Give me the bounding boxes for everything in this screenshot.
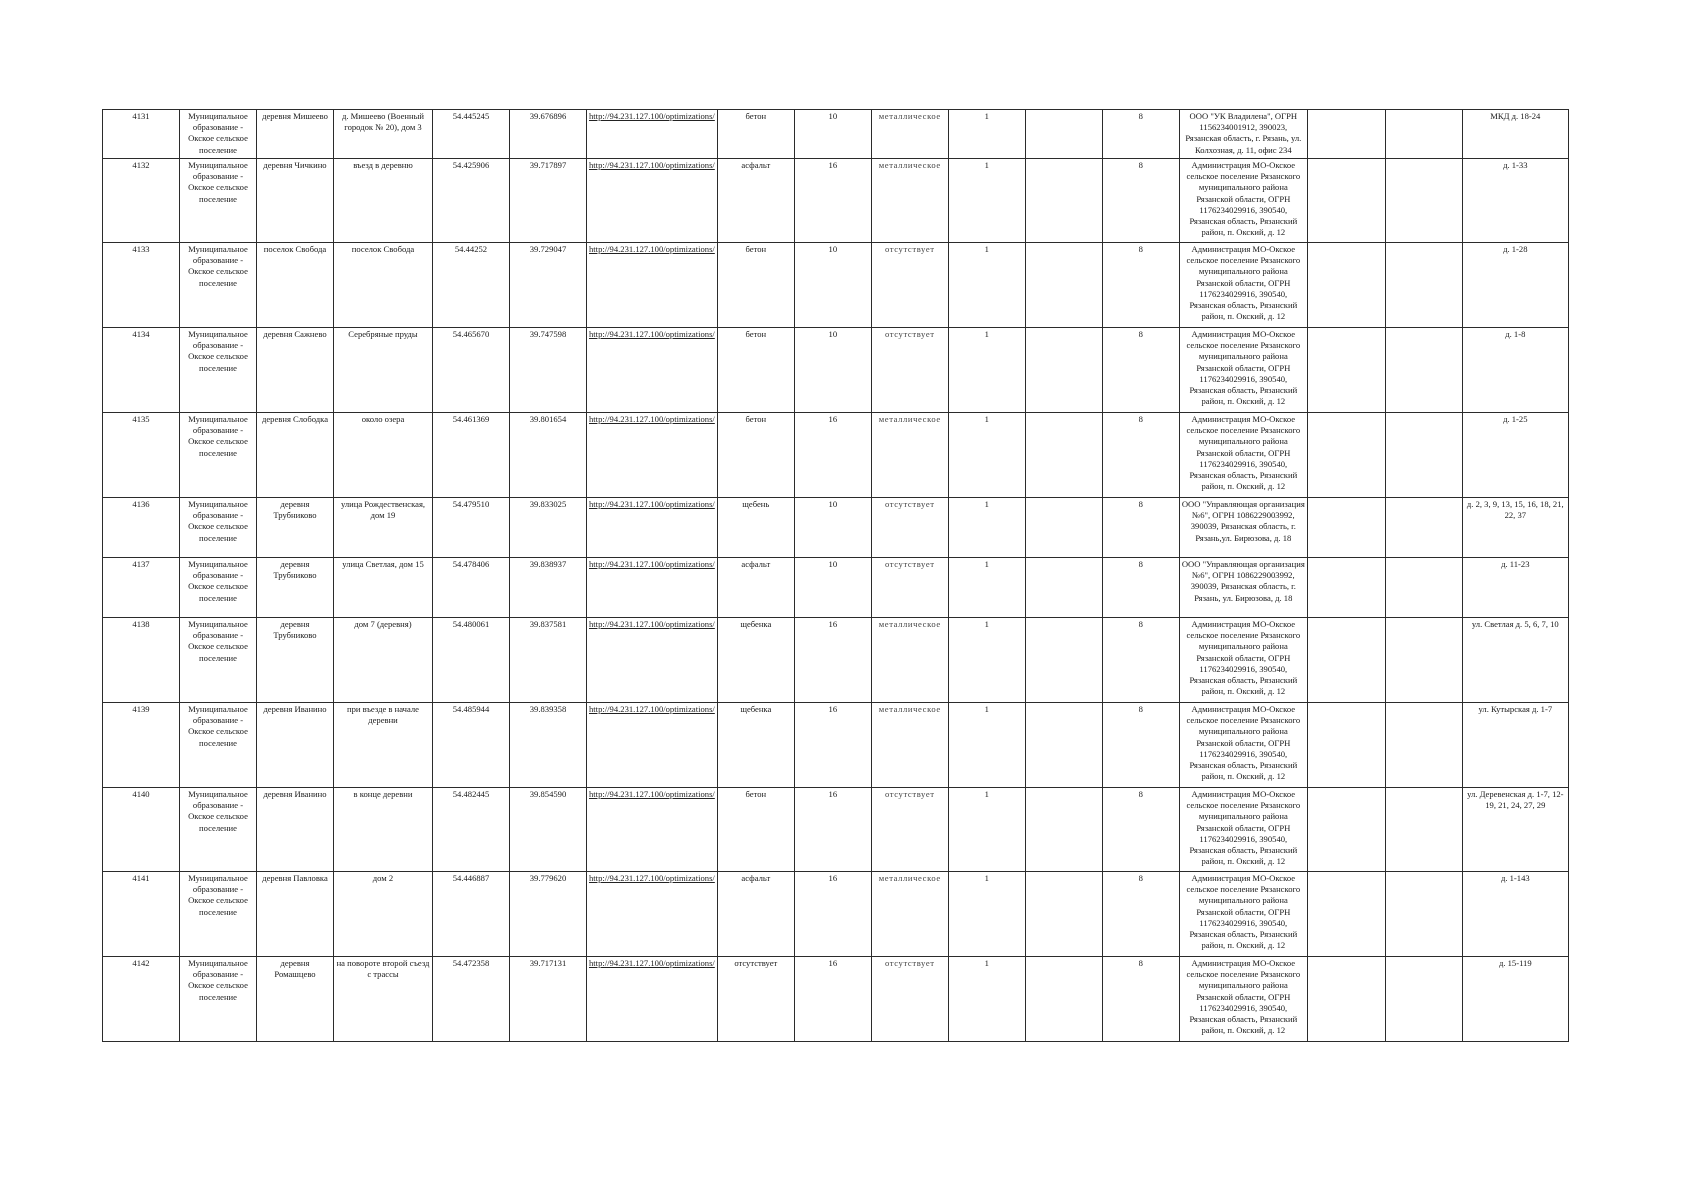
- latitude-cell: 54.446887: [433, 872, 510, 957]
- table-row: [103, 328, 1569, 413]
- waste-sources-cell: ул. Светлая д. 5, 6, 7, 10: [1462, 618, 1568, 703]
- empty-cell: [1307, 413, 1385, 498]
- owner-cell: Администрация МО-Окское сельское поселение Рязанского муниципального района Рязанской области, ОГРН 1176234029916, 390540, Рязанская область, Рязанский район, п. Окский, д. 12: [1179, 957, 1307, 1042]
- empty-cell: [1025, 558, 1102, 618]
- empty-cell: [1025, 957, 1102, 1042]
- waste-sources-cell: ул. Кутырская д. 1-7: [1462, 703, 1568, 788]
- row-number-cell: 4131: [103, 110, 180, 159]
- row-number-cell: 4134: [103, 328, 180, 413]
- scheme-link-cell[interactable]: http://94.231.127.100/optimizations/: [587, 872, 718, 957]
- waste-sources-cell: д. 1-25: [1462, 413, 1568, 498]
- empty-cell: [1025, 618, 1102, 703]
- fence-cell: металлическое: [871, 110, 948, 159]
- scheme-link-cell[interactable]: http://94.231.127.100/optimizations/: [587, 159, 718, 243]
- table-row: [103, 957, 1569, 1042]
- municipality-cell: Муниципальное образование - Окское сельское поселение: [180, 558, 257, 618]
- latitude-cell: 54.44252: [433, 243, 510, 328]
- fence-cell: отсутствует: [871, 498, 948, 558]
- latitude-cell: 54.425906: [433, 159, 510, 243]
- empty-cell: [1385, 558, 1462, 618]
- longitude-cell: 39.747598: [510, 328, 587, 413]
- owner-cell: ООО "Управляющая организация №6", ОГРН 1086229003992, 390039, Рязанская область, г. Рязань, ул. Бирюзова, д. 18: [1179, 558, 1307, 618]
- row-number-cell: 4140: [103, 788, 180, 872]
- empty-cell: [1385, 110, 1462, 159]
- volume-cell: 8: [1102, 159, 1179, 243]
- volume-cell: 8: [1102, 558, 1179, 618]
- fence-cell: металлическое: [871, 618, 948, 703]
- table-row: [103, 558, 1569, 618]
- surface-cell: отсутствует: [717, 957, 794, 1042]
- owner-cell: Администрация МО-Окское сельское поселение Рязанского муниципального района Рязанской области, ОГРН 1176234029916, 390540, Рязанская область, Рязанский район, п. Окский, д. 12: [1179, 159, 1307, 243]
- waste-sources-cell: д. 1-33: [1462, 159, 1568, 243]
- empty-cell: [1025, 328, 1102, 413]
- volume-cell: 8: [1102, 788, 1179, 872]
- location-cell: въезд в деревню: [334, 159, 433, 243]
- municipality-cell: Муниципальное образование - Окское сельское поселение: [180, 110, 257, 159]
- fence-cell: металлическое: [871, 159, 948, 243]
- empty-cell: [1385, 703, 1462, 788]
- longitude-cell: 39.837581: [510, 618, 587, 703]
- fence-cell: металлическое: [871, 413, 948, 498]
- registry-table: [102, 109, 1569, 1042]
- empty-cell: [1307, 872, 1385, 957]
- container-count-cell: 1: [948, 788, 1025, 872]
- area-cell: 10: [794, 110, 871, 159]
- container-count-cell: 1: [948, 413, 1025, 498]
- table-row: [103, 703, 1569, 788]
- latitude-cell: 54.445245: [433, 110, 510, 159]
- location-cell: Серебряные пруды: [334, 328, 433, 413]
- owner-cell: Администрация МО-Окское сельское поселение Рязанского муниципального района Рязанской области, ОГРН 1176234029916, 390540, Рязанская область, Рязанский район, п. Окский, д. 12: [1179, 788, 1307, 872]
- empty-cell: [1307, 110, 1385, 159]
- longitude-cell: 39.801654: [510, 413, 587, 498]
- location-cell: в конце деревни: [334, 788, 433, 872]
- surface-cell: бетон: [717, 788, 794, 872]
- empty-cell: [1307, 498, 1385, 558]
- waste-sources-cell: д. 1-8: [1462, 328, 1568, 413]
- volume-cell: 8: [1102, 498, 1179, 558]
- latitude-cell: 54.482445: [433, 788, 510, 872]
- container-count-cell: 1: [948, 328, 1025, 413]
- volume-cell: 8: [1102, 413, 1179, 498]
- waste-sources-cell: д. 2, 3, 9, 13, 15, 16, 18, 21, 22, 37: [1462, 498, 1568, 558]
- municipality-cell: Муниципальное образование - Окское сельское поселение: [180, 498, 257, 558]
- municipality-cell: Муниципальное образование - Окское сельское поселение: [180, 328, 257, 413]
- surface-cell: бетон: [717, 328, 794, 413]
- scheme-link-cell[interactable]: http://94.231.127.100/optimizations/: [587, 957, 718, 1042]
- fence-cell: отсутствует: [871, 558, 948, 618]
- scheme-link-cell[interactable]: http://94.231.127.100/optimizations/: [587, 618, 718, 703]
- empty-cell: [1025, 413, 1102, 498]
- empty-cell: [1307, 159, 1385, 243]
- settlement-cell: деревня Мишеево: [257, 110, 334, 159]
- table-row: [103, 413, 1569, 498]
- latitude-cell: 54.478406: [433, 558, 510, 618]
- scheme-link-cell[interactable]: http://94.231.127.100/optimizations/: [587, 498, 718, 558]
- settlement-cell: деревня Трубниково: [257, 498, 334, 558]
- municipality-cell: Муниципальное образование - Окское сельское поселение: [180, 872, 257, 957]
- empty-cell: [1385, 618, 1462, 703]
- surface-cell: асфальт: [717, 159, 794, 243]
- fence-cell: отсутствует: [871, 328, 948, 413]
- row-number-cell: 4139: [103, 703, 180, 788]
- scheme-link-cell[interactable]: http://94.231.127.100/optimizations/: [587, 558, 718, 618]
- scheme-link-cell[interactable]: http://94.231.127.100/optimizations/: [587, 243, 718, 328]
- settlement-cell: деревня Иванино: [257, 703, 334, 788]
- row-number-cell: 4133: [103, 243, 180, 328]
- longitude-cell: 39.717897: [510, 159, 587, 243]
- volume-cell: 8: [1102, 243, 1179, 328]
- owner-cell: Администрация МО-Окское сельское поселение Рязанского муниципального района Рязанской области, ОГРН 1176234029916, 390540, Рязанская область, Рязанский район, п. Окский, д. 12: [1179, 872, 1307, 957]
- municipality-cell: Муниципальное образование - Окское сельское поселение: [180, 159, 257, 243]
- owner-cell: Администрация МО-Окское сельское поселение Рязанского муниципального района Рязанской области, ОГРН 1176234029916, 390540, Рязанская область, Рязанский район, п. Окский, д. 12: [1179, 703, 1307, 788]
- row-number-cell: 4137: [103, 558, 180, 618]
- latitude-cell: 54.479510: [433, 498, 510, 558]
- latitude-cell: 54.461369: [433, 413, 510, 498]
- container-count-cell: 1: [948, 618, 1025, 703]
- municipality-cell: Муниципальное образование - Окское сельское поселение: [180, 703, 257, 788]
- location-cell: улица Светлая, дом 15: [334, 558, 433, 618]
- scheme-link-cell[interactable]: http://94.231.127.100/optimizations/: [587, 413, 718, 498]
- latitude-cell: 54.472358: [433, 957, 510, 1042]
- longitude-cell: 39.833025: [510, 498, 587, 558]
- scheme-link-cell[interactable]: http://94.231.127.100/optimizations/: [587, 788, 718, 872]
- longitude-cell: 39.839358: [510, 703, 587, 788]
- volume-cell: 8: [1102, 872, 1179, 957]
- table-row: [103, 243, 1569, 328]
- empty-cell: [1307, 328, 1385, 413]
- volume-cell: 8: [1102, 618, 1179, 703]
- municipality-cell: Муниципальное образование - Окское сельское поселение: [180, 243, 257, 328]
- container-count-cell: 1: [948, 243, 1025, 328]
- table-row: [103, 788, 1569, 872]
- settlement-cell: деревня Сажнево: [257, 328, 334, 413]
- surface-cell: щебень: [717, 498, 794, 558]
- settlement-cell: деревня Иванино: [257, 788, 334, 872]
- settlement-cell: деревня Трубниково: [257, 618, 334, 703]
- container-count-cell: 1: [948, 703, 1025, 788]
- owner-cell: ООО "Управляющая организация №6", ОГРН 1086229003992, 390039, Рязанская область, г. Рязань,ул. Бирюзова, д. 18: [1179, 498, 1307, 558]
- table-row: [103, 618, 1569, 703]
- fence-cell: металлическое: [871, 872, 948, 957]
- municipality-cell: Муниципальное образование - Окское сельское поселение: [180, 788, 257, 872]
- settlement-cell: деревня Ромашцево: [257, 957, 334, 1042]
- fence-cell: металлическое: [871, 703, 948, 788]
- municipality-cell: Муниципальное образование - Окское сельское поселение: [180, 618, 257, 703]
- settlement-cell: деревня Слободка: [257, 413, 334, 498]
- empty-cell: [1025, 110, 1102, 159]
- empty-cell: [1025, 498, 1102, 558]
- empty-cell: [1385, 328, 1462, 413]
- container-count-cell: 1: [948, 872, 1025, 957]
- empty-cell: [1025, 159, 1102, 243]
- container-count-cell: 1: [948, 957, 1025, 1042]
- volume-cell: 8: [1102, 110, 1179, 159]
- area-cell: 10: [794, 328, 871, 413]
- row-number-cell: 4141: [103, 872, 180, 957]
- empty-cell: [1385, 788, 1462, 872]
- settlement-cell: деревня Трубниково: [257, 558, 334, 618]
- area-cell: 16: [794, 618, 871, 703]
- empty-cell: [1025, 788, 1102, 872]
- container-count-cell: 1: [948, 498, 1025, 558]
- surface-cell: бетон: [717, 413, 794, 498]
- surface-cell: бетон: [717, 110, 794, 159]
- table-row: [103, 159, 1569, 243]
- area-cell: 16: [794, 413, 871, 498]
- settlement-cell: деревня Чичкино: [257, 159, 334, 243]
- location-cell: дом 7 (деревня): [334, 618, 433, 703]
- fence-cell: отсутствует: [871, 957, 948, 1042]
- municipality-cell: Муниципальное образование - Окское сельское поселение: [180, 413, 257, 498]
- area-cell: 16: [794, 703, 871, 788]
- waste-sources-cell: д. 1-28: [1462, 243, 1568, 328]
- owner-cell: Администрация МО-Окское сельское поселение Рязанского муниципального района Рязанской области, ОГРН 1176234029916, 390540, Рязанская область, Рязанский район, п. Окский, д. 12: [1179, 413, 1307, 498]
- municipality-cell: Муниципальное образование - Окское сельское поселение: [180, 957, 257, 1042]
- empty-cell: [1307, 957, 1385, 1042]
- longitude-cell: 39.779620: [510, 872, 587, 957]
- waste-sources-cell: д. 15-119: [1462, 957, 1568, 1042]
- empty-cell: [1307, 558, 1385, 618]
- surface-cell: бетон: [717, 243, 794, 328]
- surface-cell: асфальт: [717, 558, 794, 618]
- area-cell: 16: [794, 872, 871, 957]
- container-count-cell: 1: [948, 558, 1025, 618]
- waste-sources-cell: МКД д. 18-24: [1462, 110, 1568, 159]
- location-cell: при въезде в начале деревни: [334, 703, 433, 788]
- empty-cell: [1385, 498, 1462, 558]
- container-count-cell: 1: [948, 110, 1025, 159]
- longitude-cell: 39.676896: [510, 110, 587, 159]
- empty-cell: [1385, 413, 1462, 498]
- location-cell: улица Рождественская, дом 19: [334, 498, 433, 558]
- owner-cell: Администрация МО-Окское сельское поселение Рязанского муниципального района Рязанской области, ОГРН 1176234029916, 390540, Рязанская область, Рязанский район, п. Окский, д. 12: [1179, 618, 1307, 703]
- empty-cell: [1385, 872, 1462, 957]
- volume-cell: 8: [1102, 957, 1179, 1042]
- latitude-cell: 54.465670: [433, 328, 510, 413]
- row-number-cell: 4142: [103, 957, 180, 1042]
- scheme-link-cell[interactable]: http://94.231.127.100/optimizations/: [587, 703, 718, 788]
- waste-sources-cell: ул. Деревенская д. 1-7, 12-19, 21, 24, 27, 29: [1462, 788, 1568, 872]
- owner-cell: Администрация МО-Окское сельское поселение Рязанского муниципального района Рязанской области, ОГРН 1176234029916, 390540, Рязанская область, Рязанский район, п. Окский, д. 12: [1179, 328, 1307, 413]
- row-number-cell: 4132: [103, 159, 180, 243]
- longitude-cell: 39.729047: [510, 243, 587, 328]
- table-row: [103, 872, 1569, 957]
- row-number-cell: 4138: [103, 618, 180, 703]
- owner-cell: Администрация МО-Окское сельское поселение Рязанского муниципального района Рязанской области, ОГРН 1176234029916, 390540, Рязанская область, Рязанский район, п. Окский, д. 12: [1179, 243, 1307, 328]
- surface-cell: асфальт: [717, 872, 794, 957]
- table-row: [103, 110, 1569, 159]
- empty-cell: [1385, 159, 1462, 243]
- empty-cell: [1025, 703, 1102, 788]
- latitude-cell: 54.485944: [433, 703, 510, 788]
- waste-sources-cell: д. 1-143: [1462, 872, 1568, 957]
- latitude-cell: 54.480061: [433, 618, 510, 703]
- scheme-link-cell[interactable]: http://94.231.127.100/optimizations/: [587, 328, 718, 413]
- surface-cell: щебенка: [717, 618, 794, 703]
- empty-cell: [1307, 243, 1385, 328]
- area-cell: 10: [794, 498, 871, 558]
- location-cell: на повороте второй съезд с трассы: [334, 957, 433, 1042]
- location-cell: поселок Свобода: [334, 243, 433, 328]
- empty-cell: [1307, 788, 1385, 872]
- empty-cell: [1307, 703, 1385, 788]
- settlement-cell: деревня Павловка: [257, 872, 334, 957]
- volume-cell: 8: [1102, 328, 1179, 413]
- area-cell: 16: [794, 788, 871, 872]
- empty-cell: [1025, 243, 1102, 328]
- location-cell: д. Мишеево (Военный городок № 20), дом 3: [334, 110, 433, 159]
- area-cell: 10: [794, 243, 871, 328]
- volume-cell: 8: [1102, 703, 1179, 788]
- fence-cell: отсутствует: [871, 788, 948, 872]
- longitude-cell: 39.854590: [510, 788, 587, 872]
- row-number-cell: 4135: [103, 413, 180, 498]
- scheme-link-cell[interactable]: http://94.231.127.100/optimizations/: [587, 110, 718, 159]
- empty-cell: [1385, 243, 1462, 328]
- area-cell: 10: [794, 558, 871, 618]
- owner-cell: ООО "УК Владилена", ОГРН 1156234001912, 390023, Рязанская область, г. Рязань, ул. Колхозная, д. 11, офис 234: [1179, 110, 1307, 159]
- fence-cell: отсутствует: [871, 243, 948, 328]
- longitude-cell: 39.717131: [510, 957, 587, 1042]
- longitude-cell: 39.838937: [510, 558, 587, 618]
- waste-sources-cell: д. 11-23: [1462, 558, 1568, 618]
- empty-cell: [1307, 618, 1385, 703]
- table-row: [103, 498, 1569, 558]
- location-cell: дом 2: [334, 872, 433, 957]
- empty-cell: [1025, 872, 1102, 957]
- container-count-cell: 1: [948, 159, 1025, 243]
- surface-cell: щебенка: [717, 703, 794, 788]
- area-cell: 16: [794, 159, 871, 243]
- settlement-cell: поселок Свобода: [257, 243, 334, 328]
- area-cell: 16: [794, 957, 871, 1042]
- empty-cell: [1385, 957, 1462, 1042]
- location-cell: около озера: [334, 413, 433, 498]
- row-number-cell: 4136: [103, 498, 180, 558]
